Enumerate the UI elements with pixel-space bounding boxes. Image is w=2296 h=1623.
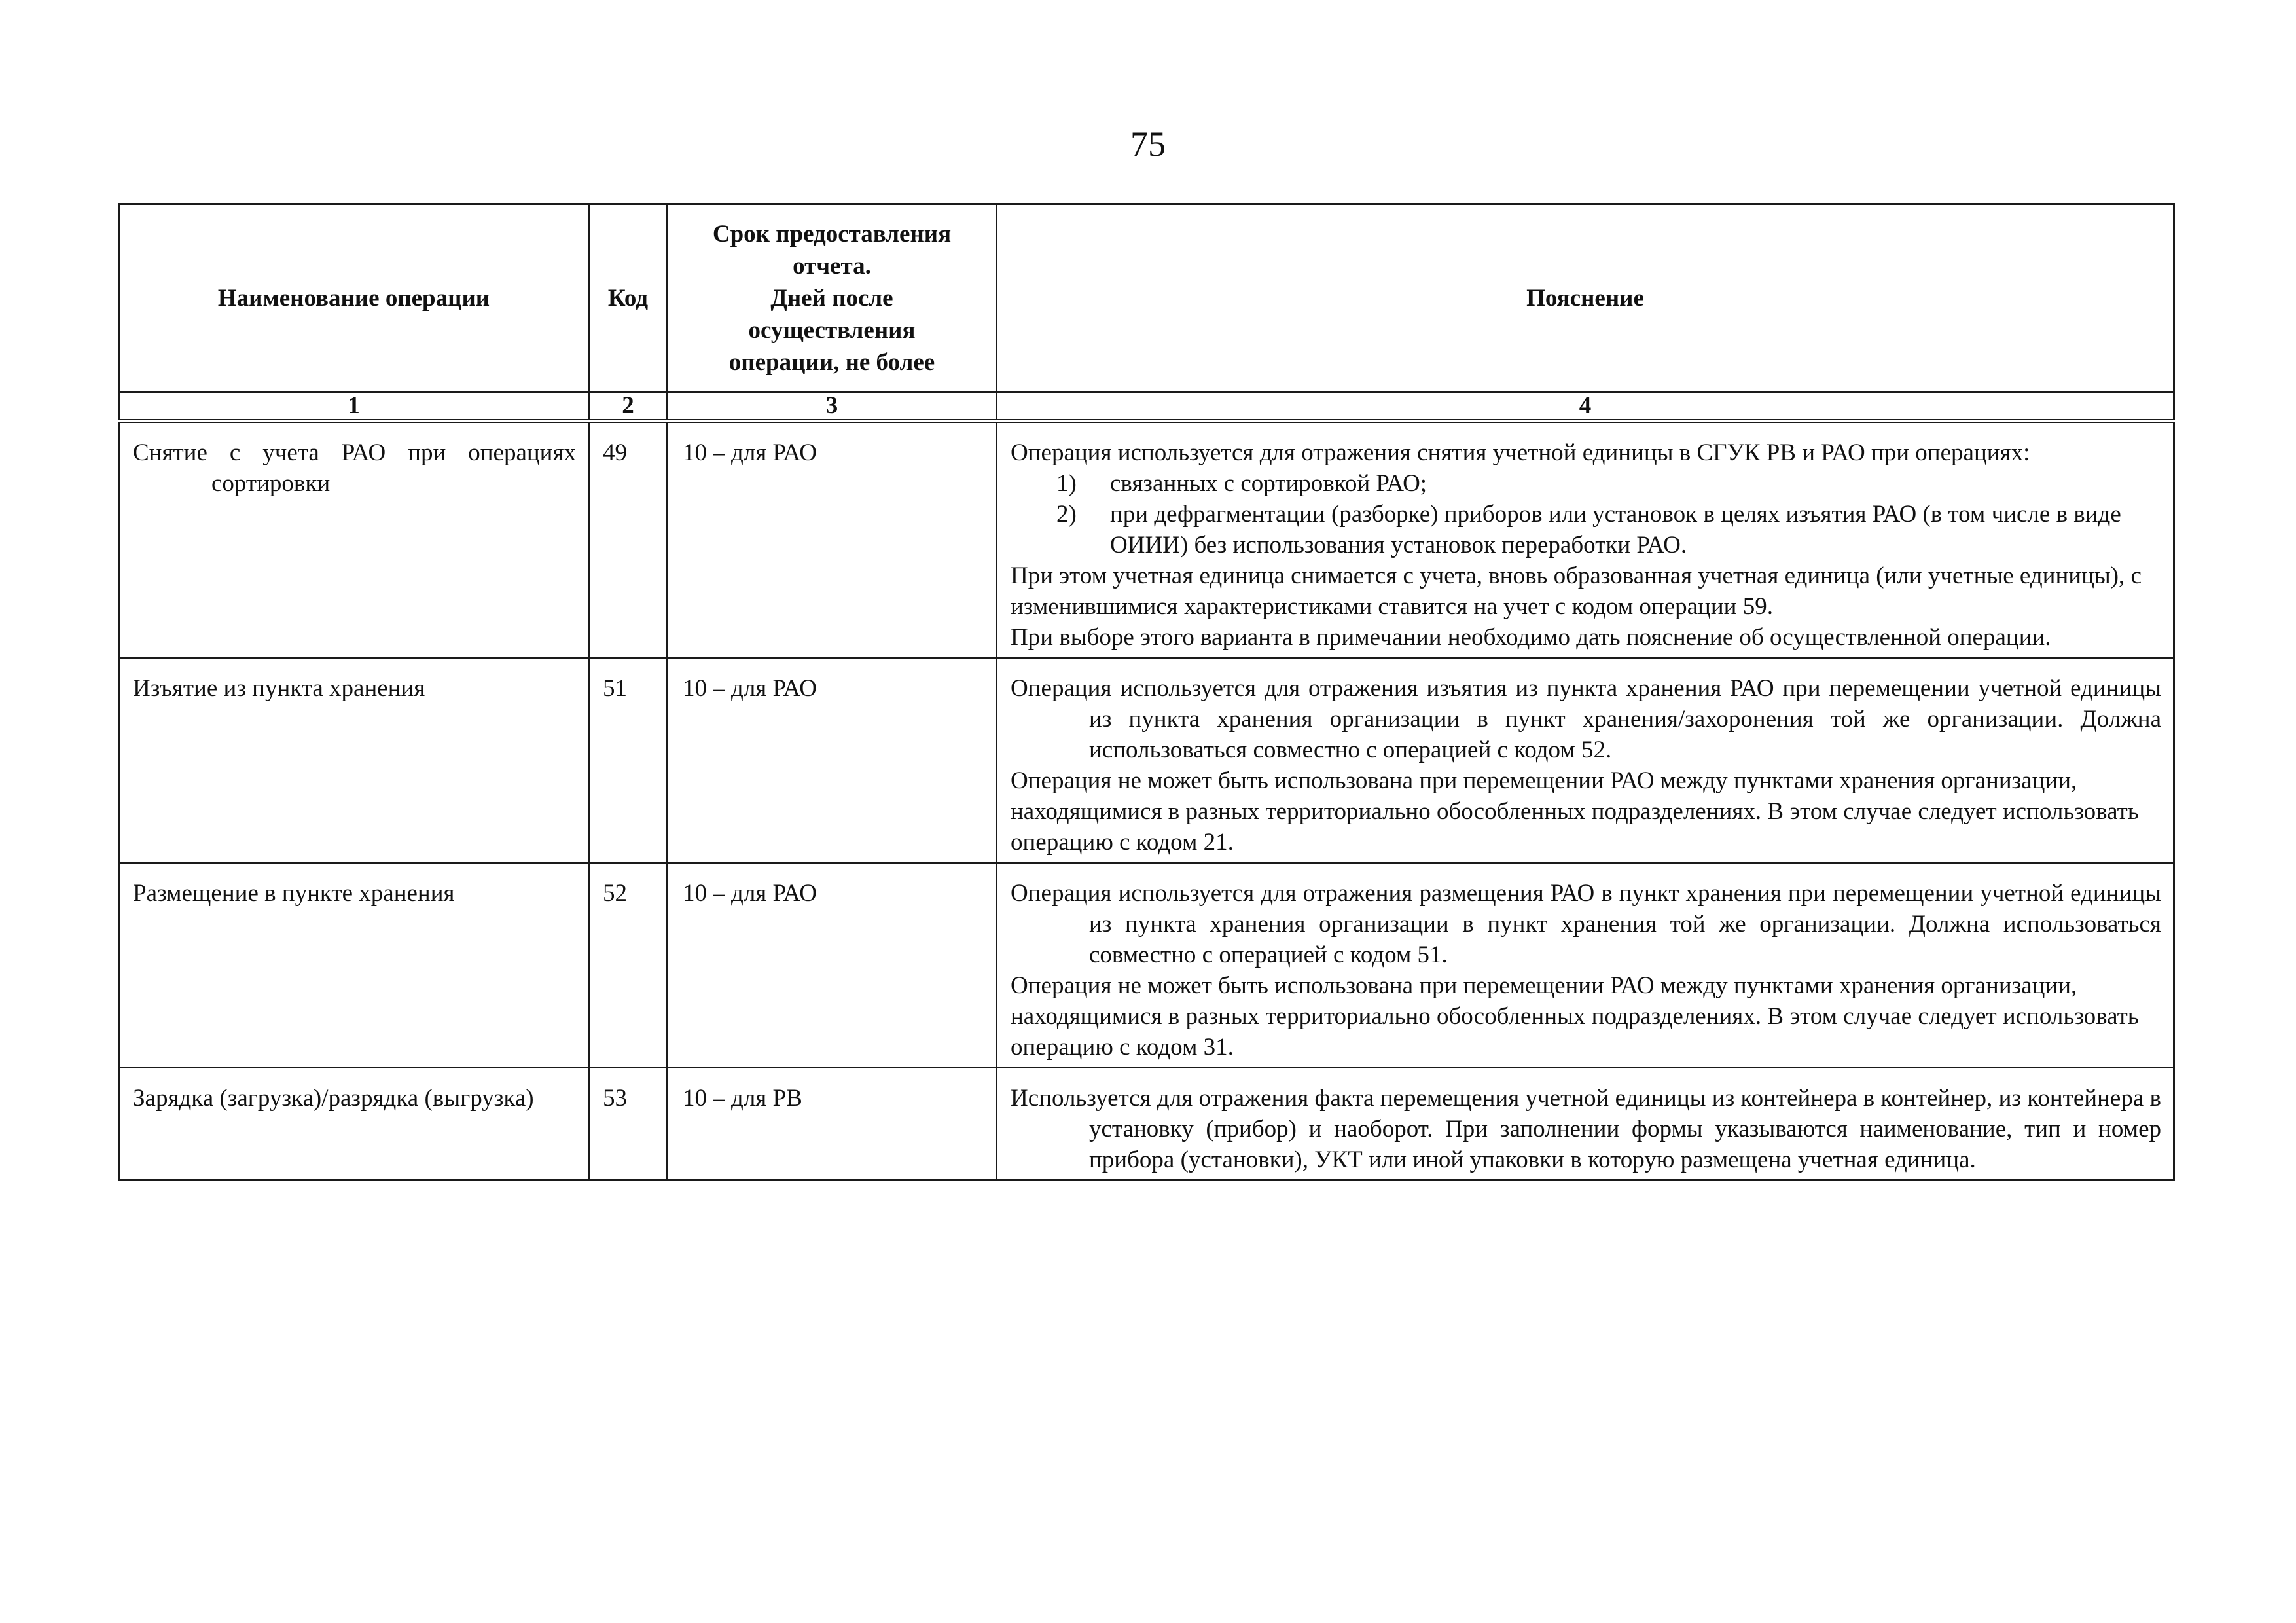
operation-name: Изъятие из пункта хранения: [133, 675, 425, 702]
explanation-cell: [997, 1068, 2174, 1180]
column-number: 1: [119, 392, 589, 422]
page-number: 75: [1130, 124, 1166, 164]
column-number: 2: [589, 392, 668, 422]
operation-name: Зарядка (загрузка)/разрядка (выгрузка): [133, 1085, 534, 1112]
table-row: [119, 421, 2174, 658]
table-row: [119, 1068, 2174, 1180]
list-text: при дефрагментации (разборке) приборов или установок в целях изъятия РАО (в том числе в виде ОИИИ) без использования установок переработки РАО.: [1110, 501, 2121, 558]
header-operation-name: Наименование операции: [119, 204, 589, 392]
operation-name: Снятие с учета РАО при операциях сортировки: [133, 439, 576, 497]
explanation-cell: [997, 658, 2174, 863]
operation-name-cell: [119, 1068, 589, 1180]
header-explanation: Пояснение: [997, 204, 2174, 392]
column-number: 3: [668, 392, 997, 422]
list-marker: 1): [1056, 470, 1077, 497]
list-text: связанных с сортировкой РАО;: [1110, 470, 1427, 497]
operation-code: 53: [589, 1068, 668, 1180]
table-header-row: [119, 204, 2174, 392]
list-item: [1011, 499, 2161, 560]
operation-name-cell: [119, 421, 589, 658]
report-term: 10 – для РАО: [668, 421, 997, 658]
column-number: 4: [997, 392, 2174, 422]
explanation-intro: Операция используется для отражения изъятия из пункта хранения РАО при перемещении учетной единицы из пункта хранения организации в пункт хранения/захоронения той же организации. Должна использоваться совместно с операцией с кодом 52.: [1011, 675, 2161, 763]
header-code: Код: [589, 204, 668, 392]
explanation-cell: [997, 421, 2174, 658]
table-row: [119, 658, 2174, 863]
operation-code: 52: [589, 863, 668, 1068]
header-report-term-line: осуществления: [748, 316, 916, 344]
operation-name: Размещение в пункте хранения: [133, 880, 455, 907]
header-report-term-line: операции, не более: [728, 348, 935, 376]
explanation-intro: Используется для отражения факта перемещения учетной единицы из контейнера в контейнер, из контейнера в установку (прибор) и наоборот. При заполнении формы указываются наименование, тип и номер прибора (установки), УКТ или иной упаковки в которую размещена учетная единица.: [1011, 1085, 2161, 1173]
report-term: 10 – для РВ: [668, 1068, 997, 1180]
explanation-paragraph: При выборе этого варианта в примечании необходимо дать пояснение об осуществленной операции.: [1011, 624, 2051, 651]
header-report-term-line: Срок предоставления: [712, 220, 952, 247]
explanation-cell: [997, 863, 2174, 1068]
header-report-term: [668, 204, 997, 392]
operations-table: [118, 203, 2175, 1181]
report-term: 10 – для РАО: [668, 863, 997, 1068]
operation-code: 51: [589, 658, 668, 863]
header-report-term-line: Дней после: [770, 284, 893, 312]
explanation-paragraph: Операция не может быть использована при перемещении РАО между пунктами хранения организации, находящимися в разных территориально обособленных подразделениях. В этом случае следует использовать операцию с кодом 31.: [1011, 972, 2139, 1061]
list-marker: 2): [1056, 501, 1077, 528]
operation-name-cell: [119, 658, 589, 863]
header-report-term-line: отчета.: [793, 252, 871, 280]
explanation-paragraph: Операция не может быть использована при перемещении РАО между пунктами хранения организации, находящимися в разных территориально обособленных подразделениях. В этом случае следует использовать операцию с кодом 21.: [1011, 767, 2139, 856]
explanation-paragraph: При этом учетная единица снимается с учета, вновь образованная учетная единица (или учетные единицы), с изменившимися характеристиками ставится на учет с кодом операции 59.: [1011, 562, 2142, 620]
report-term: 10 – для РАО: [668, 658, 997, 863]
explanation-intro: Операция используется для отражения размещения РАО в пункт хранения при перемещении учетной единицы из пункта хранения организации в пункт хранения той же организации. Должна использоваться совместно с операцией с кодом 51.: [1011, 880, 2161, 968]
explanation-intro: Операция используется для отражения снятия учетной единицы в СГУК РВ и РАО при операциях:: [1011, 439, 2030, 466]
operation-name-cell: [119, 863, 589, 1068]
column-number-row: [119, 392, 2174, 422]
list-item: [1011, 468, 2161, 499]
operation-code: 49: [589, 421, 668, 658]
table-row: [119, 863, 2174, 1068]
